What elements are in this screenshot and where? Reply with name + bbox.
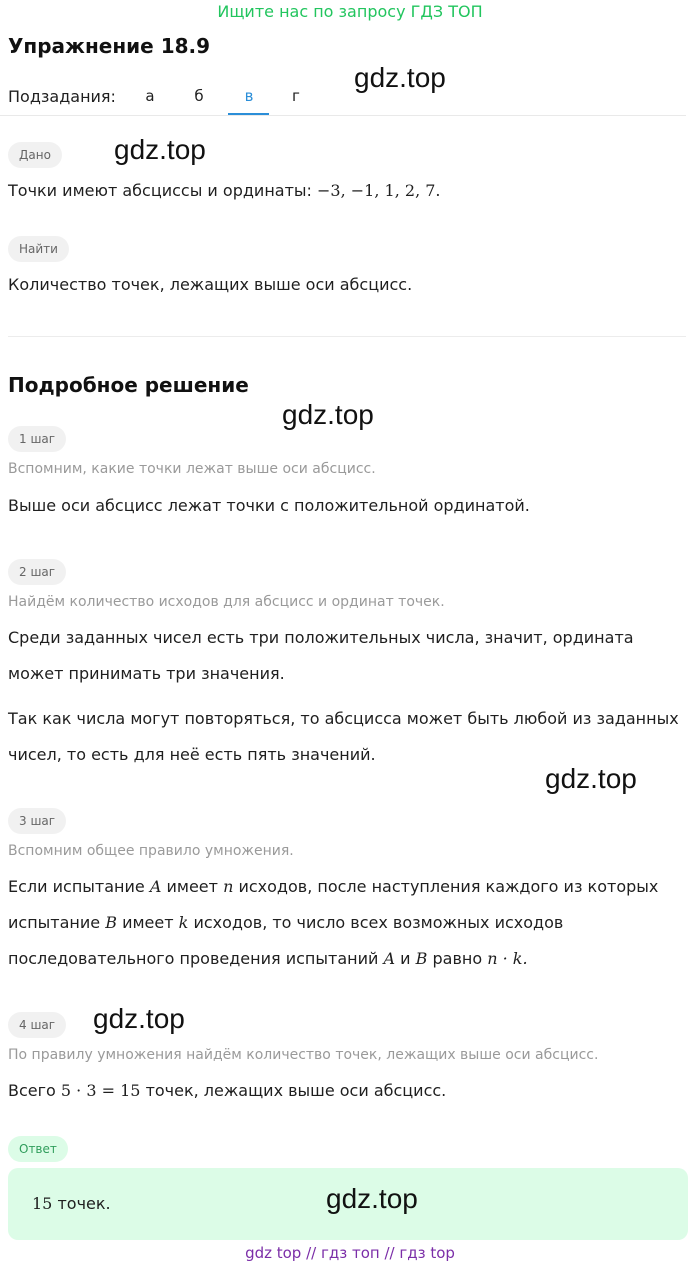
subtask-tab-v[interactable]: в xyxy=(244,87,254,105)
answer-unit: точек. xyxy=(57,1194,111,1213)
math-expression: n · k. xyxy=(487,949,528,968)
subtask-tab-a[interactable]: а xyxy=(145,87,155,105)
text-fragment: точек, лежащих выше оси абсцисс. xyxy=(145,1081,447,1100)
given-text xyxy=(8,173,688,209)
step-1-hint: Вспомним, какие точки лежат выше оси абсцисс. xyxy=(8,461,376,477)
math-var: B xyxy=(105,913,117,932)
watermark: gdz.top xyxy=(93,1003,185,1034)
subtask-tab-g[interactable]: г xyxy=(292,87,300,105)
step-4-line xyxy=(8,1073,688,1109)
answer-value: 15 xyxy=(32,1194,53,1213)
text-fragment: и xyxy=(400,949,411,968)
step-3-hint: Вспомним общее правило умножения. xyxy=(8,843,294,859)
text-fragment: исходов, после наступления каждого из которых xyxy=(238,877,659,896)
text-fragment: испытание xyxy=(8,913,101,932)
active-tab-indicator xyxy=(228,113,269,115)
text-fragment: имеет xyxy=(166,877,218,896)
step-2-line: может принимать три значения. xyxy=(8,664,285,683)
text-fragment: равно xyxy=(432,949,483,968)
subtask-tab-b[interactable]: б xyxy=(194,87,204,105)
math-var: n xyxy=(223,877,234,896)
watermark: gdz.top xyxy=(114,134,206,165)
step-4-badge: 4 шаг xyxy=(8,1012,66,1038)
math-var: k xyxy=(178,913,189,932)
footer-links[interactable]: gdz top // гдз топ // гдз top xyxy=(245,1244,455,1262)
text-fragment: имеет xyxy=(122,913,174,932)
page-title: Упражнение 18.9 xyxy=(8,34,211,58)
top-banner: Ищите нас по запросу ГДЗ ТОП xyxy=(217,2,483,21)
given-values: −3, −1, 1, 2, 7. xyxy=(317,181,441,200)
step-4-hint: По правилу умножения найдём количество точек, лежащих выше оси абсцисс. xyxy=(8,1047,599,1063)
step-2-line: Так как числа могут повторяться, то абсцисса может быть любой из заданных xyxy=(8,709,679,728)
step-2-line: чисел, то есть для неё есть пять значений. xyxy=(8,745,376,764)
watermark: gdz.top xyxy=(326,1183,418,1214)
solution-title: Подробное решение xyxy=(8,373,249,397)
subtasks-label: Подзадания: xyxy=(8,87,116,106)
step-2-hint: Найдём количество исходов для абсцисс и ординат точек. xyxy=(8,594,445,610)
watermark: gdz.top xyxy=(354,62,446,93)
math-expression: 5 · 3 = 15 xyxy=(60,1081,141,1100)
find-badge: Найти xyxy=(8,236,69,262)
answer-text xyxy=(32,1194,111,1213)
math-var: A xyxy=(383,949,396,968)
tabs-divider xyxy=(0,115,686,116)
text-fragment: Всего xyxy=(8,1081,56,1100)
watermark: gdz.top xyxy=(545,763,637,794)
step-2-line: Среди заданных чисел есть три положительных числа, значит, ордината xyxy=(8,628,634,647)
given-badge: Дано xyxy=(8,142,62,168)
step-2-badge: 2 шаг xyxy=(8,559,66,585)
step-3-line-2 xyxy=(8,905,688,941)
find-text: Количество точек, лежащих выше оси абсцисс. xyxy=(8,275,413,294)
section-divider xyxy=(8,336,686,337)
given-label: Точки имеют абсциссы и ординаты: xyxy=(8,181,312,200)
step-3-line-1 xyxy=(8,869,688,905)
watermark: gdz.top xyxy=(282,399,374,430)
text-fragment: Если испытание xyxy=(8,877,145,896)
step-1-line: Выше оси абсцисс лежат точки с положительной ординатой. xyxy=(8,496,530,515)
text-fragment: исходов, то число всех возможных исходов xyxy=(193,913,564,932)
answer-badge: Ответ xyxy=(8,1136,68,1162)
step-3-badge: 3 шаг xyxy=(8,808,66,834)
step-3-line-3 xyxy=(8,941,688,977)
text-fragment: последовательного проведения испытаний xyxy=(8,949,379,968)
step-1-badge: 1 шаг xyxy=(8,426,66,452)
math-var: A xyxy=(149,877,162,896)
math-var: B xyxy=(415,949,428,968)
